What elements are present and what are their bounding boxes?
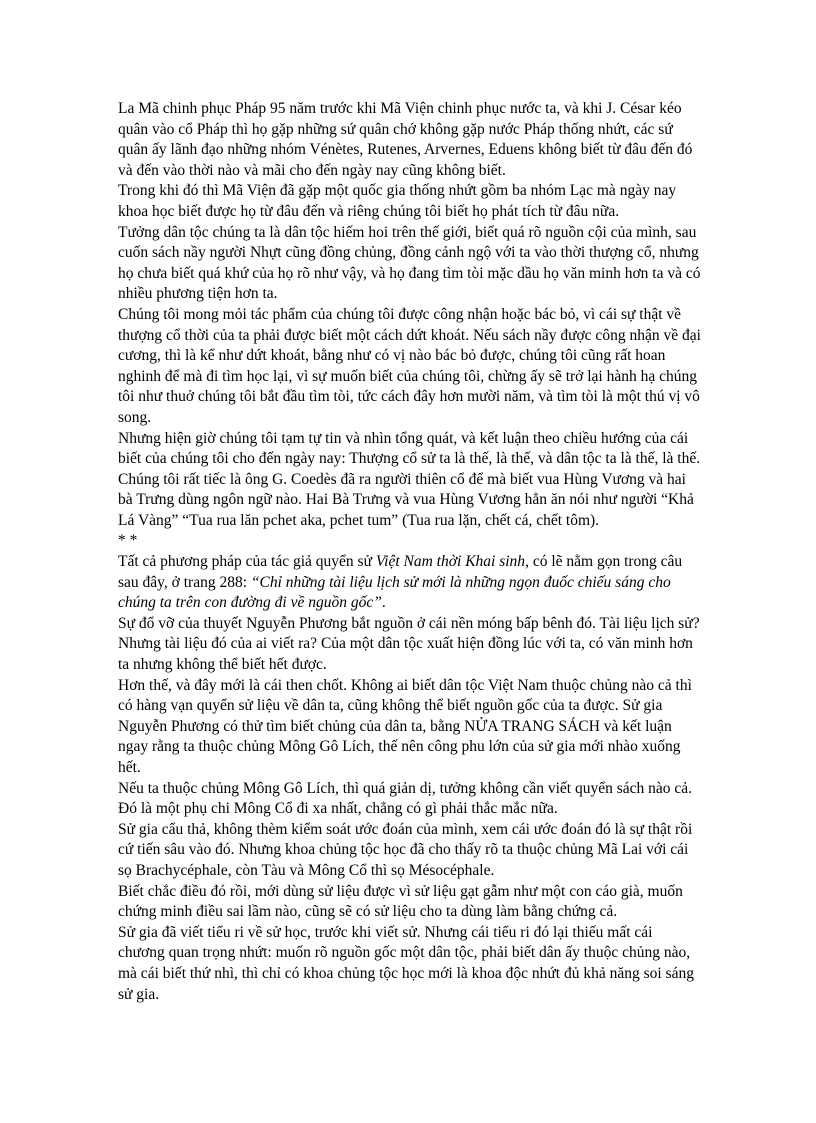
paragraph-13: Sử gia đã viết tiểu ri về sử học, trước khi viết sử. Nhưng cái tiểu ri đó lại thiếu mất cái chương quan trọng nhứt: muốn rõ nguồn gốc một dân tộc, phải biết dân ấy thuộc chủng nào, mà cái biết thứ nhì, thì chỉ có khoa chủng tộc học mới là khoa độc nhứt đủ khả năng soi sáng sử gia. — [118, 923, 694, 1003]
paragraph-12: Biết chắc điều đó rồi, mới dùng sử liệu được vì sử liệu gạt gẫm như một con cáo già, muốn chứng minh điều sai lầm nào, cũng sẽ có sử liệu cho ta dùng làm bằng chứng cả. — [118, 882, 683, 921]
paragraph-5: Nhưng hiện giờ chúng tôi tạm tự tin và nhìn tổng quát, và kết luận theo chiều hướng của cái biết của chúng tôi cho đến ngày nay: Thượng cổ sử ta là thế, là thế, và dân tộc ta là thế, là thế. — [118, 429, 701, 468]
paragraph-9: Hơn thế, và đây mới là cái then chốt. Không ai biết dân tộc Việt Nam thuộc chủng nào cả thì có hàng vạn quyển sử liệu về dân ta, cũng không thể biết nguồn gốc của ta được. Sử gia Nguyễn Phương có thử tìm biết chủng của dân ta, bằng NỬA TRANG SÁCH và kết luận ngay rằng ta thuộc chủng Mông Gô Lích, thế nên công phu lớn của sử gia mới nhào xuống hết. — [118, 676, 692, 776]
method-text-middle: , có lẽ nằm gọn trong câu sau đây, ở trang 288: — [118, 553, 683, 591]
paragraph-10: Nếu ta thuộc chủng Mông Gô Lích, thì quá giản dị, tưởng không cần viết quyển sách nào cả. Đó là một phụ chi Mông Cổ đi xa nhất, chẳng có gì phải thắc mắc nữa. — [118, 779, 693, 818]
method-text-after: . — [381, 594, 386, 612]
method-text-before: Tất cả phương pháp của tác giả quyển sử — [118, 553, 376, 571]
section-separator: * * — [118, 532, 138, 550]
book-quote: “Chỉ những tài liệu lịch sử mới là những ngọn đuốc chiếu sáng cho chúng ta trên con đường đi về nguồn gốc” — [118, 573, 671, 612]
paragraph-11: Sử gia cẩu thả, không thèm kiểm soát ước đoán của mình, xem cái ước đoán đó là sự thật rồi cứ tiến sâu vào đó. Nhưng khoa chủng tộc học đã cho thấy rõ ta thuộc chủng Mã Lai với cái sọ Brachycéphale, còn Tàu và Mông Cổ thì sọ Mésocéphale. — [118, 820, 693, 879]
paragraph-4: Chúng tôi mong mỏi tác phẩm của chúng tôi được công nhận hoặc bác bỏ, vì cái sự thật về thượng cổ thời của ta phải được biết một cách dứt khoát. Nếu sách nầy được công nhận về đại cương, thì là kể như dứt khoát, bằng như có vị nào bác bỏ được, chúng tôi cũng rất hoan nghinh để mà đi tìm học lại, vì sự muốn biết của chúng tôi, chừng ấy sẽ trở lại hành hạ chúng tôi như thuở chúng tôi bắt đầu tìm tòi, tức cách đây hơn mười năm, và tìm tòi là một thú vị vô song. — [118, 305, 701, 426]
paragraph-method — [118, 552, 703, 614]
document-page — [118, 99, 703, 1005]
book-title: Việt Nam thời Khai sinh — [375, 553, 526, 571]
paragraph-1: La Mã chinh phục Pháp 95 năm trước khi Mã Viện chinh phục nước ta, và khi J. César kéo quân vào cổ Pháp thì họ gặp những sứ quân chớ không gặp nước Pháp thống nhứt, các sứ quân ấy lãnh đạo những nhóm Vénètes, Rutenes, Arvernes, Eduens không biết từ đâu đến đó và đến vào thời nào và mãi cho đến ngày nay cũng không biết. — [118, 100, 693, 179]
paragraph-6: Chúng tôi rất tiếc là ông G. Coedès đã ra người thiên cổ để mà biết vua Hùng Vương và hai bà Trưng dùng ngôn ngữ nào. Hai Bà Trưng và vua Hùng Vương hẳn ăn nói như người “Khả Lá Vàng” “Tua rua lăn pchet aka, pchet tum” (Tua rua lặn, chết cá, chết tôm). — [118, 470, 694, 529]
paragraph-8: Sự đổ vỡ của thuyết Nguyễn Phương bắt nguồn ở cái nền móng bấp bênh đó. Tài liệu lịch sử? Nhưng tài liệu đó của ai viết ra? Của một dân tộc xuất hiện đồng lúc với ta, có văn minh hơn ta nhưng không thể biết hết được. — [118, 614, 700, 674]
paragraph-2: Trong khi đó thì Mã Viện đã gặp một quốc gia thống nhứt gồm ba nhóm Lạc mà ngày nay khoa học biết được họ từ đâu đến và riêng chúng tôi biết họ phát tích từ đâu nữa. — [118, 182, 677, 220]
paragraph-3: Tưởng dân tộc chúng ta là dân tộc hiếm hoi trên thế giới, biết quá rõ nguồn cội của mình, sau cuốn sách nầy người Nhựt cũng đồng chủng, đồng cảnh ngộ với ta vào thời thượng cổ, nhưng họ chưa biết quá khứ của họ rõ như vậy, và họ đang tìm tòi mặc dầu họ văn minh hơn ta và có nhiều phương tiện hơn ta. — [118, 223, 701, 303]
